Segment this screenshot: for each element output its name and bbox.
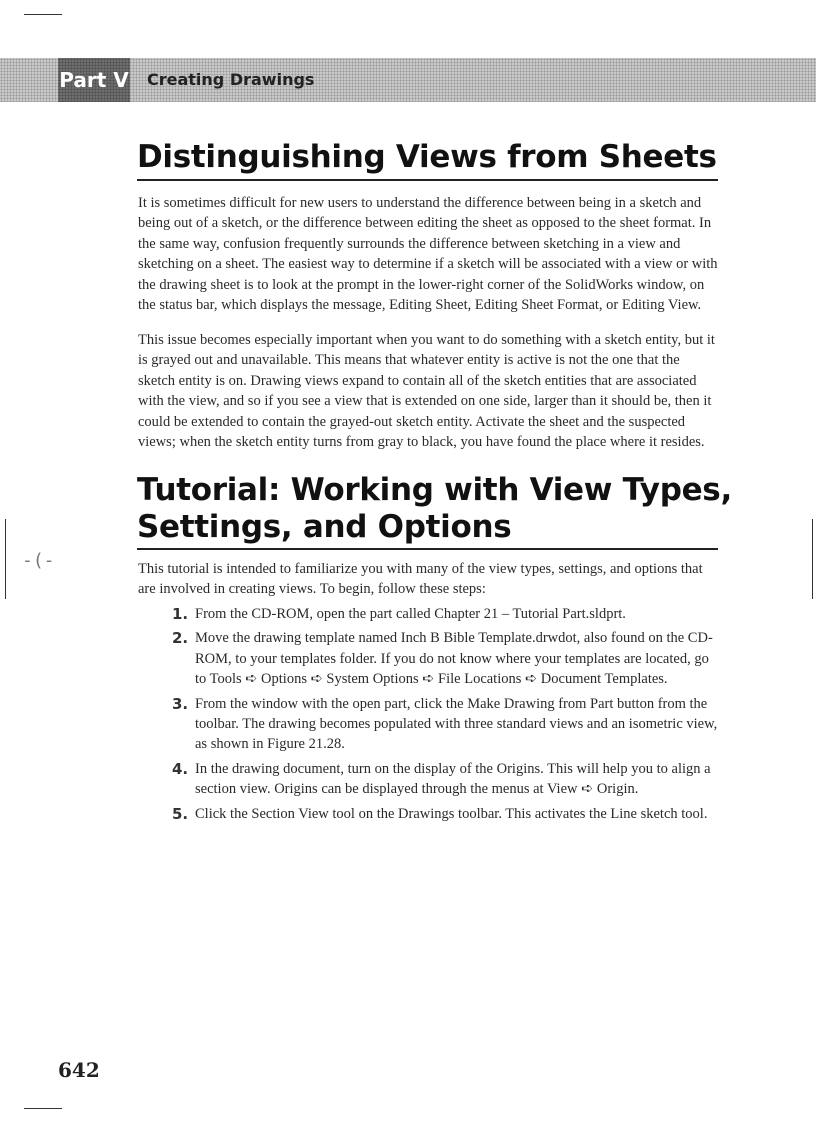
body-paragraph: This issue becomes especially important when you want to do something with a sketch entity, but it is grayed out and unavailable. This means that whatever entity is active is not the one that the sketch entity is on. Drawing views expand to contain all of the sketch entities that are associated with the view, and so if you see a view that is extended on one side, larger than it should be, then it could be extended to contain the grayed-out sketch entity. Activate the sheet and the suspected views; when the sketch entity turns from gray to black, you have found the place where it resides. (138, 332, 715, 451)
step-text: From the CD-ROM, open the part called Chapter 21 – Tutorial Part.sldprt. (195, 606, 626, 622)
crop-mark (24, 1108, 62, 1109)
step-item (148, 759, 720, 800)
tutorial-heading-line2: Settings, and Options (137, 509, 512, 545)
step-text: From the window with the open part, click the Make Drawing from Part button from the toolbar. The drawing becomes populated with three standard views and an isometric view, as shown in Figure 21.28. (195, 695, 718, 753)
step-item (148, 804, 720, 824)
step-text: Move the drawing template named Inch B Bible Template.drwdot, also found on the CD-ROM, to your templates folder. If you do not know where your templates are located, go to Tools ➪ Options ➪ System Options ➪ File Locations ➪ Document Templates. (195, 630, 713, 688)
step-item (148, 694, 720, 755)
crop-mark (812, 519, 813, 599)
chapter-title: Creating Drawings (147, 70, 315, 89)
step-number: 2. (172, 629, 189, 648)
crop-mark (5, 519, 6, 599)
heading-rule (137, 548, 718, 550)
part-label: Part V (58, 58, 130, 102)
step-number: 5. (172, 804, 189, 823)
step-number: 3. (172, 694, 189, 713)
step-text: In the drawing document, turn on the display of the Origins. This will help you to align a section view. Origins can be displayed through the menus at View ➪ Origin. (195, 760, 711, 798)
crop-mark (24, 14, 62, 15)
page-number: 642 (58, 1058, 100, 1082)
tutorial-heading-line1: Tutorial: Working with View Types, (137, 472, 732, 508)
heading-rule (137, 179, 718, 181)
step-number: 4. (172, 759, 189, 778)
step-text: Click the Section View tool on the Drawings toolbar. This activates the Line sketch tool. (195, 805, 708, 822)
step-item (148, 628, 720, 689)
tutorial-intro: This tutorial is intended to familiarize you with many of the view types, settings, and options that are involved in creating views. To begin, follow these steps: (138, 561, 703, 598)
step-item (148, 604, 720, 624)
steps-list (148, 604, 720, 828)
step-number: 1. (172, 605, 189, 623)
section-heading: Distinguishing Views from Sheets (137, 139, 717, 175)
registration-mark: -(- (22, 550, 55, 571)
body-paragraph: It is sometimes difficult for new users to understand the difference between being in a sketch and being out of a sketch, or the difference between editing the sheet as opposed to the sheet format. In the same way, confusion frequently surrounds the difference between sketching in a view and sketching on a sheet. The easiest way to determine if a sketch will be associated with a view or with the drawing sheet is to look at the prompt in the lower-right corner of the SolidWorks window, on the status bar, which displays the message, Editing Sheet, Editing Sheet Format, or Editing View. (138, 195, 718, 314)
